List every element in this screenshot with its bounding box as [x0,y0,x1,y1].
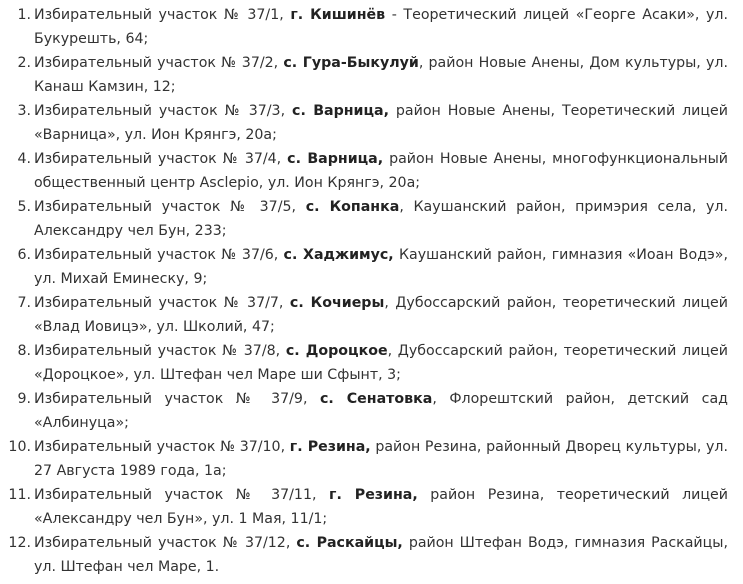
item-number: 10. [8,439,31,455]
item-prefix: Избирательный участок № 37/6, [34,247,284,263]
item-place: г. Резина, [289,439,371,455]
polling-stations-list [0,3,728,579]
item-details: район Резина, теоретический лицей «Александру чел Бун», ул. 1 Мая, 11/1; [34,487,728,527]
item-number: 1. [17,7,31,23]
item-details: , Каушанский район, примэрия села, ул. Александру чел Бун, 233; [34,199,728,239]
list-item [0,243,728,291]
item-prefix: Избирательный участок № 37/1, [34,7,291,23]
item-place: с. Сенатовка [319,391,433,407]
list-item [0,435,728,483]
item-prefix: Избирательный участок № 37/5, [34,199,306,215]
list-item [0,195,728,243]
item-place: г. Кишинёв [290,7,386,23]
list-item [0,483,728,531]
item-place: с. Варница, [287,151,384,167]
item-number: 12. [8,535,31,551]
item-number: 6. [17,247,31,263]
list-item [0,531,728,579]
item-number: 9. [17,391,31,407]
item-prefix: Избирательный участок № 37/4, [34,151,288,167]
list-item [0,387,728,435]
item-number: 8. [17,343,31,359]
item-number: 7. [17,295,31,311]
list-item [0,339,728,387]
item-details: , район Новые Анены, Дом культуры, ул. Канаш Камзин, 12; [34,55,728,95]
item-number: 5. [17,199,31,215]
item-details: район Новые Анены, Теоретический лицей «Варница», ул. Ион Крянгэ, 20а; [34,103,728,143]
item-prefix: Избирательный участок № 37/8, [34,343,286,359]
item-details: район Штефан Водэ, гимназия Раскайцы, ул. Штефан чел Маре, 1. [34,535,728,575]
item-place: с. Копанка [305,199,400,215]
item-details: район Новые Анены, многофункциональный общественный центр Asclepio, ул. Ион Крянгэ, 20а; [34,151,728,191]
item-number: 4. [17,151,31,167]
item-number: 11. [8,487,31,503]
item-place: с. Варница, [292,103,389,119]
item-details: , Дубоссарский район, теоретический лицей «Влад Иовицэ», ул. Школий, 47; [34,295,728,335]
item-place: с. Раскайцы, [296,535,403,551]
item-prefix: Избирательный участок № 37/2, [34,55,284,71]
item-details: , Дубоссарский район, теоретический лицей «Дороцкое», ул. Штефан чел Маре ши Сфынт, 3; [34,343,728,383]
item-place: с. Гура-Быкулуй [283,55,419,71]
item-details: Каушанский район, гимназия «Иоан Водэ», ул. Михай Еминеску, 9; [34,247,728,287]
list-item [0,291,728,339]
item-number: 3. [17,103,31,119]
item-prefix: Избирательный участок № 37/7, [34,295,290,311]
item-place: с. Хаджимус, [283,247,394,263]
item-prefix: Избирательный участок № 37/9, [34,391,320,407]
item-place: с. Дороцкое [285,343,388,359]
item-prefix: Избирательный участок № 37/10, [34,439,290,455]
item-details: , Флорештский район, детский сад «Албинуца»; [34,391,728,431]
item-place: г. Резина, [329,487,418,503]
item-number: 2. [17,55,31,71]
item-place: с. Кочиеры [289,295,385,311]
item-details: район Резина, районный Дворец культуры, ул. 27 Августа 1989 года, 1а; [34,439,728,479]
item-details: - Теоретический лицей «Георге Асаки», ул. Букурешть, 64; [34,7,728,47]
item-prefix: Избирательный участок № 37/11, [34,487,330,503]
item-prefix: Избирательный участок № 37/12, [34,535,297,551]
list-item [0,99,728,147]
list-item [0,3,728,51]
list-item [0,147,728,195]
list-item [0,51,728,99]
item-prefix: Избирательный участок № 37/3, [34,103,293,119]
